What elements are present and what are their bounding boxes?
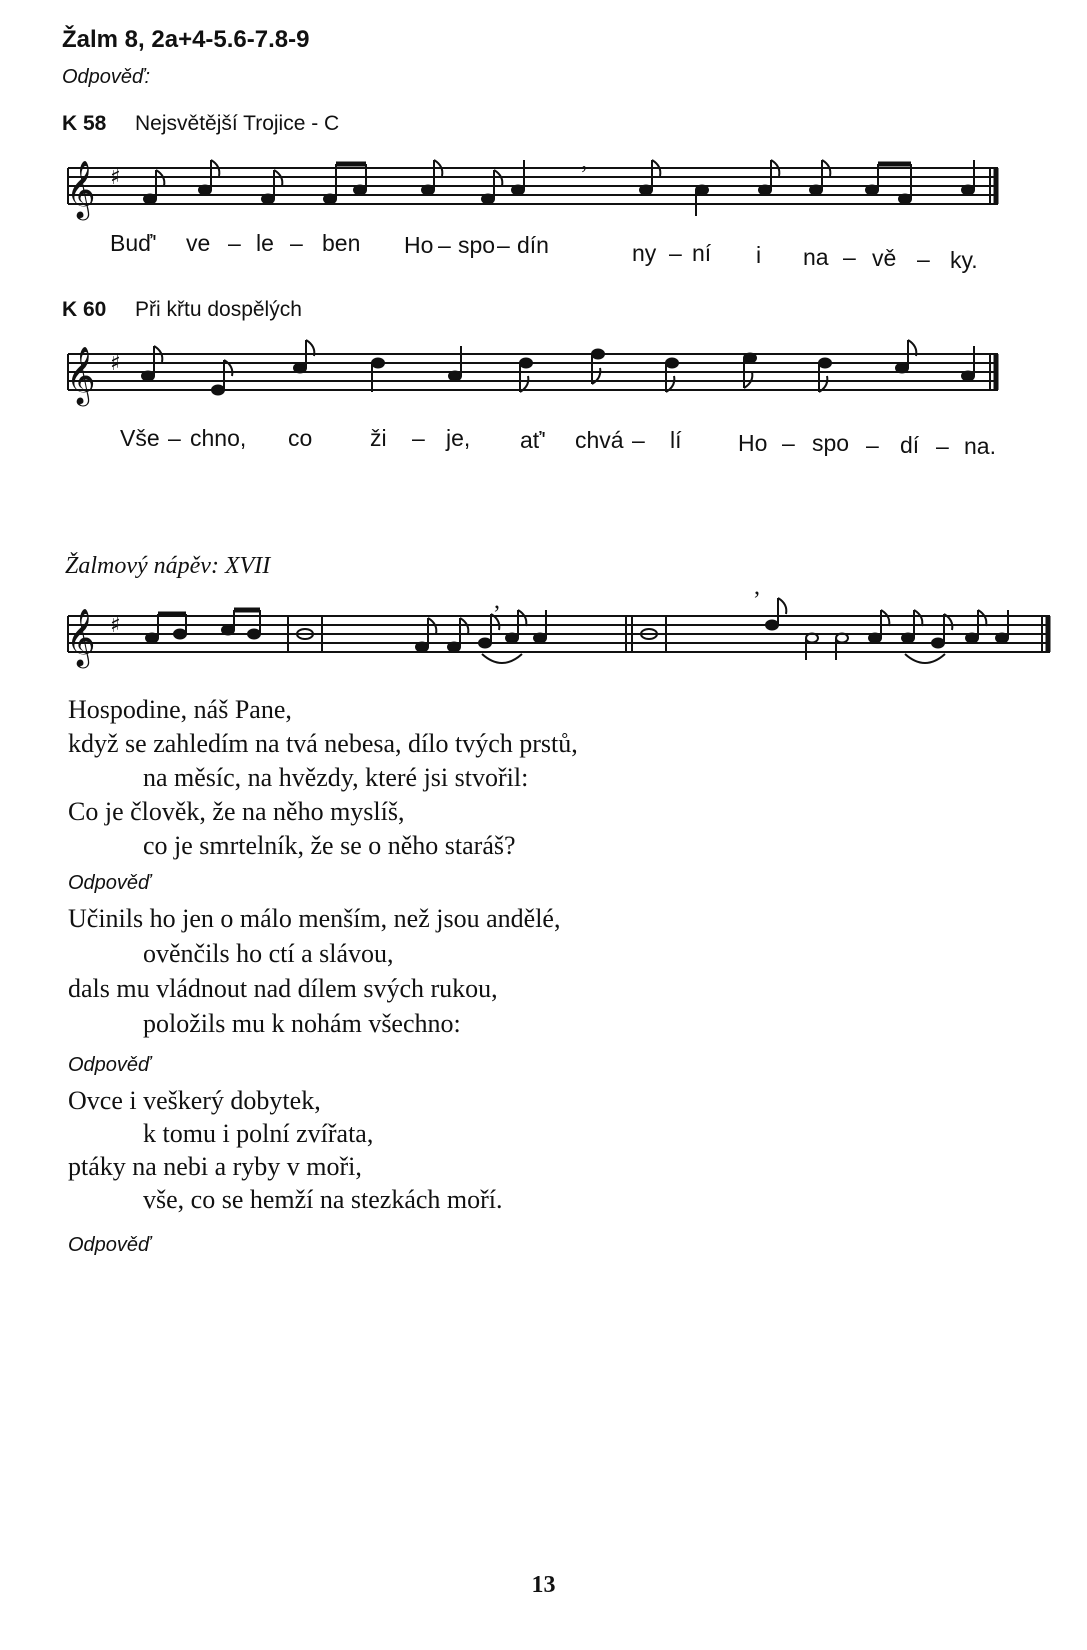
lyric-syllable: – — [438, 232, 451, 258]
verse-line: když se zahledím na tvá nebesa, dílo tvých prstů, — [68, 729, 578, 758]
music-staff-k60 — [60, 334, 1045, 424]
staff-notation-k58 — [60, 148, 1045, 238]
svg-text:’: ’ — [580, 162, 588, 188]
lyric-syllable: – — [917, 246, 930, 272]
response-label: Odpověď: — [62, 66, 151, 88]
lyric-syllable: ve — [186, 230, 211, 256]
treble-clef-icon: 𝄞 — [66, 608, 96, 666]
response-label: Odpověď — [68, 872, 151, 894]
lyric-syllable: co — [288, 425, 313, 451]
verse-line: Hospodine, náš Pane, — [68, 695, 292, 724]
lyric-syllable: ky. — [950, 247, 978, 273]
page-number: 13 — [531, 1572, 556, 1598]
psalm-tone-label: Žalmový nápěv: XVII — [65, 553, 271, 579]
lyric-syllable: le — [256, 230, 274, 256]
lyric-syllable: spo — [812, 430, 850, 456]
lyric-syllable: – — [412, 425, 425, 451]
lyric-syllable: ben — [322, 230, 361, 256]
lyric-syllable: – — [497, 232, 510, 258]
lyric-syllable: – — [632, 427, 645, 453]
lyric-syllable: lí — [670, 427, 682, 453]
sharp-icon: ♯ — [110, 613, 121, 638]
lyric-syllable: – — [866, 432, 879, 458]
lyric-syllable: – — [168, 425, 181, 451]
verse-line: Ovce i veškerý dobytek, — [68, 1086, 321, 1115]
lyric-syllable: na. — [964, 433, 996, 459]
lyric-syllable: ať' — [520, 427, 546, 453]
melody-title-k60: Při křtu dospělých — [135, 298, 302, 321]
verse-line: ověnčils ho ctí a slávou, — [143, 939, 394, 968]
lyric-syllable: Vše — [120, 425, 160, 451]
staff-notation-psalm-tone — [60, 574, 1045, 686]
lyric-syllable: ní — [692, 240, 712, 266]
staff-notation-k60 — [60, 334, 1045, 424]
lyric-syllable: chvá — [575, 427, 624, 453]
music-staff-k58 — [60, 148, 1045, 238]
lyric-syllable: Ho — [738, 430, 768, 456]
melody-code-k58: K 58 — [62, 112, 107, 135]
response-label: Odpověď — [68, 1054, 151, 1076]
verse-line: Učinils ho jen o málo menším, než jsou andělé, — [68, 904, 561, 933]
verse-line: ptáky na nebi a ryby v moři, — [68, 1152, 362, 1181]
svg-text:,: , — [754, 574, 760, 600]
verse-line: k tomu i polní zvířata, — [143, 1119, 374, 1148]
melody-title-k58: Nejsvětější Trojice - C — [135, 112, 340, 135]
lyric-syllable: spo — [458, 232, 496, 258]
verse-line: dals mu vládnout nad dílem svých rukou, — [68, 974, 498, 1003]
lyric-syllable: – — [843, 244, 856, 270]
lyric-syllable: i — [756, 242, 762, 268]
treble-clef-icon: 𝄞 — [66, 346, 96, 404]
lyric-syllable: Buď' — [110, 230, 157, 256]
treble-clef-icon: 𝄞 — [66, 160, 96, 218]
verse-line: co je smrtelník, že se o něho staráš? — [143, 831, 516, 860]
lyric-syllable: – — [290, 230, 303, 256]
verse-line: vše, co se hemží na stezkách moří. — [143, 1185, 503, 1214]
psalm-title: Žalm 8, 2a+4-5.6-7.8-9 — [62, 26, 310, 53]
lyric-syllable: je, — [446, 425, 471, 451]
lyric-syllable: – — [782, 430, 795, 456]
response-label: Odpověď — [68, 1234, 151, 1256]
melody-code-k60: K 60 — [62, 298, 107, 321]
lyric-syllable: dí — [900, 432, 920, 458]
verse-line: Co je člověk, že na něho myslíš, — [68, 797, 405, 826]
svg-text:,: , — [494, 588, 500, 614]
lyric-syllable: – — [228, 230, 241, 256]
lyric-syllable: ži — [370, 425, 387, 451]
verse-line: položils mu k nohám všechno: — [143, 1009, 461, 1038]
music-staff-psalm-tone — [60, 574, 1045, 686]
lyric-syllable: – — [669, 240, 682, 266]
lyric-syllable: dín — [517, 232, 549, 258]
lyric-syllable: chno, — [190, 425, 247, 451]
sharp-icon: ♯ — [110, 351, 121, 376]
lyric-syllable: ny — [632, 240, 657, 266]
sharp-icon: ♯ — [110, 165, 121, 190]
verse-line: na měsíc, na hvězdy, které jsi stvořil: — [143, 763, 529, 792]
lyric-syllable: vě — [872, 245, 897, 271]
lyric-syllable: Ho — [404, 232, 434, 258]
lyric-syllable: na — [803, 244, 829, 270]
lyric-syllable: – — [936, 433, 949, 459]
